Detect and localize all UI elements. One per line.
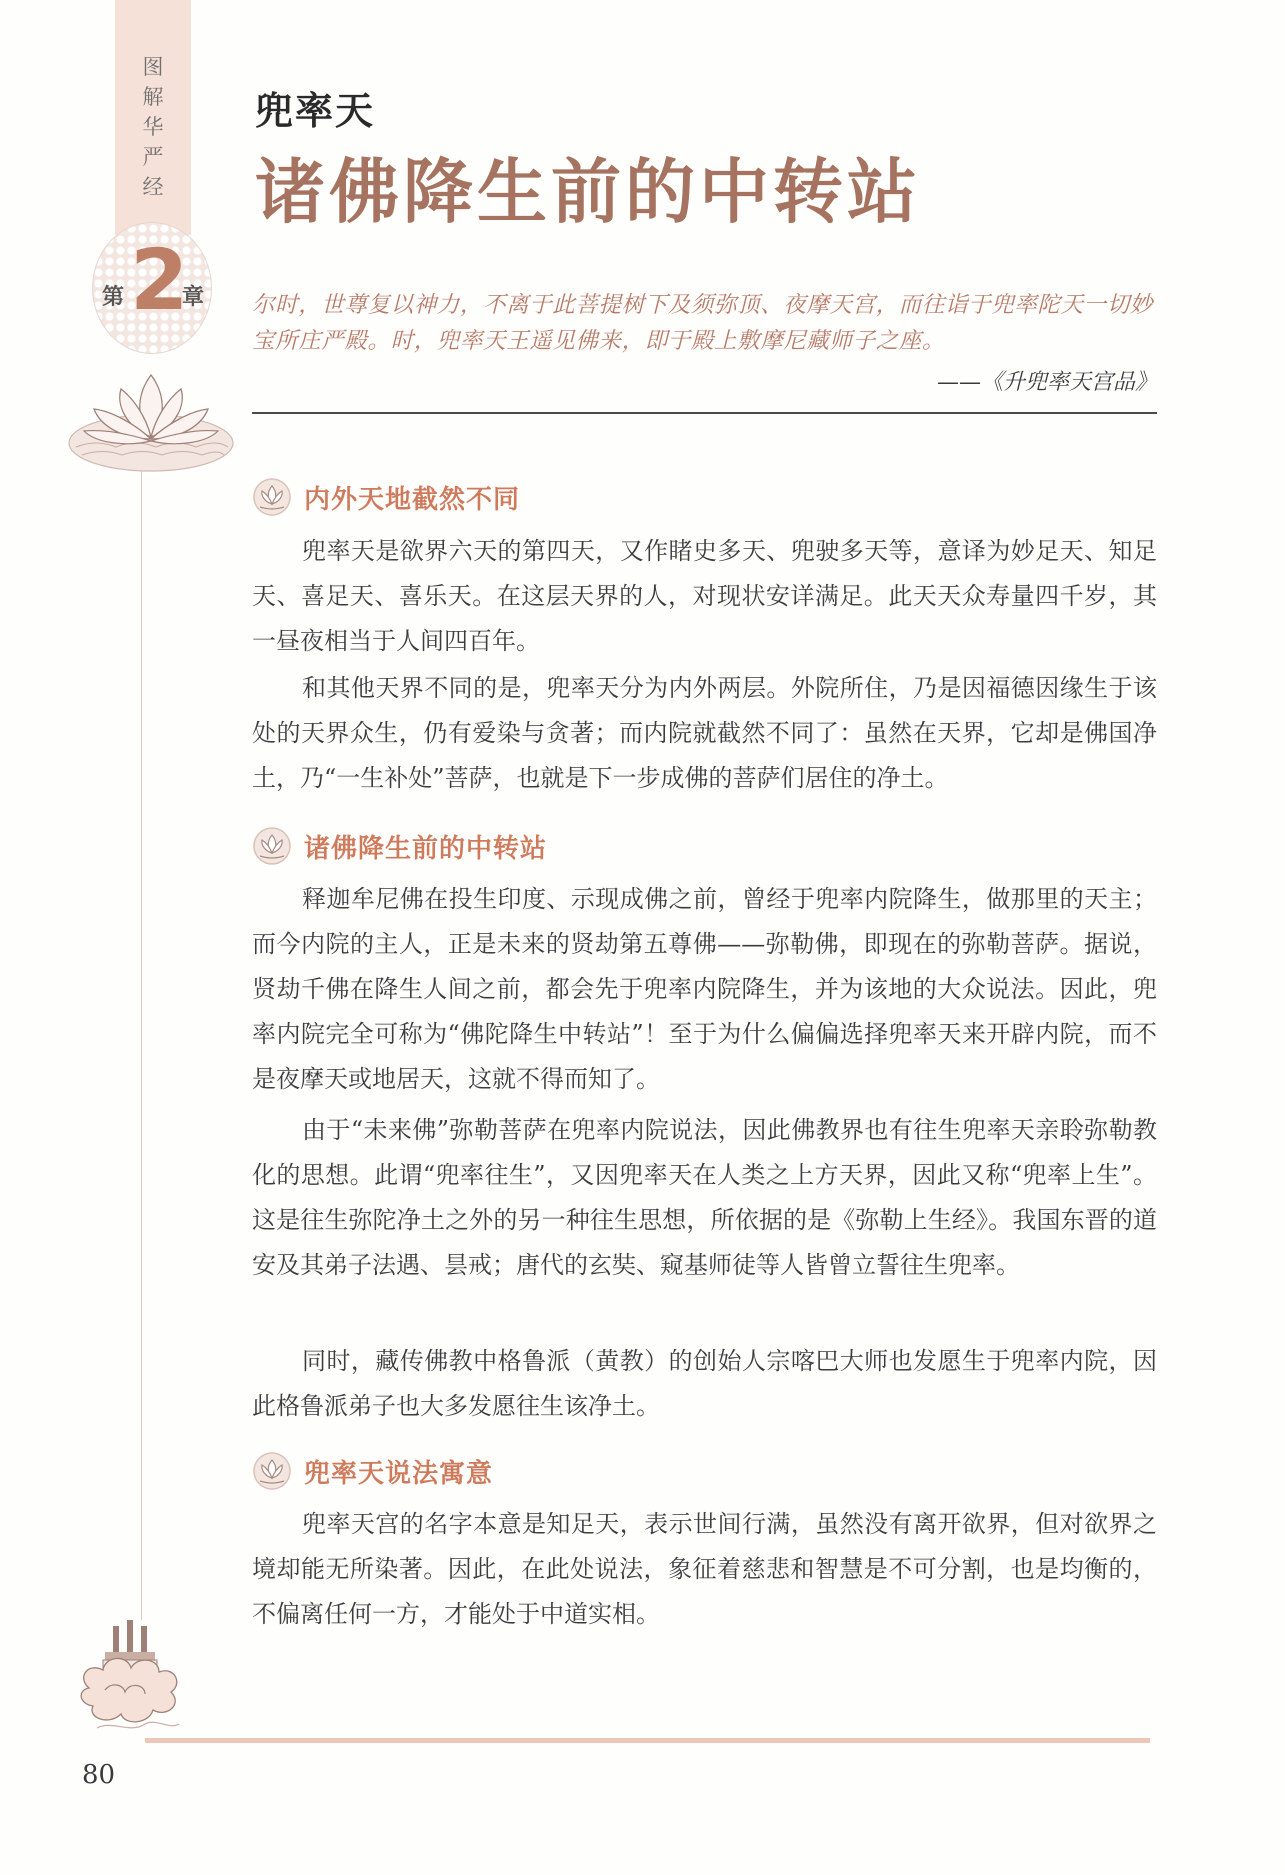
paragraph: 和其他天界不同的是，兜率天分为内外两层。外院所住，乃是因福德因缘生于该处的天界众生，仍有爱染与贪著；而内院就截然不同了：虽然在天界，它却是佛国净土，乃“一生补处”菩萨，也就是下一步成佛的菩萨们居住的净土。 bbox=[252, 674, 1157, 792]
section-heading-icon bbox=[252, 1451, 292, 1491]
section-heading bbox=[252, 826, 547, 866]
chapter-number: 2 bbox=[130, 231, 189, 329]
section-title: 兜率天说法寓意 bbox=[304, 1458, 494, 1489]
page-number: 80 bbox=[82, 1760, 116, 1790]
section-heading-icon bbox=[252, 826, 292, 866]
paragraph: 由于“未来佛”弥勒菩萨在兜率内院说法，因此佛教界也有往生兜率天亲聆弥勒教化的思想。此谓“兜率往生”，又因兜率天在人类之上方天界，因此又称“兜率上生”。这是往生弥陀净土之外的另一种往生思想，所依据的是《弥勒上生经》。我国东晋的道安及其弟子法遇、昙戒；唐代的玄奘、窥基师徒等人皆曾立誓往生兜率。 bbox=[252, 1116, 1157, 1279]
paragraph: 兜率天是欲界六天的第四天，又作睹史多天、兜驶多天等，意译为妙足天、知足天、喜足天、喜乐天。在这层天界的人，对现状安详满足。此天天众寿量四千岁，其一昼夜相当于人间四百年。 bbox=[252, 537, 1157, 655]
section-heading bbox=[252, 477, 520, 517]
paragraph: 兜率天宫的名字本意是知足天，表示世间行满，虽然没有离开欲界，但对欲界之境却能无所染著。因此，在此处说法，象征着慈悲和智慧是不可分割，也是均衡的，不偏离任何一方，才能处于中道实相。 bbox=[252, 1510, 1157, 1628]
lotus-icon bbox=[66, 355, 236, 475]
footer-divider bbox=[145, 1738, 1150, 1743]
chapter-prefix: 第 bbox=[102, 285, 125, 310]
margin-line bbox=[141, 470, 142, 1620]
cloud-ornament-icon bbox=[75, 1618, 185, 1738]
page-title: 诸佛降生前的中转站 bbox=[255, 150, 921, 233]
chapter-badge bbox=[92, 222, 210, 352]
section-title: 内外天地截然不同 bbox=[304, 484, 521, 515]
paragraph: 同时，藏传佛教中格鲁派（黄教）的创始人宗喀巴大师也发愿生于兜率内院，因此格鲁派弟子也大多发愿往生该净土。 bbox=[252, 1347, 1157, 1420]
series-title: 图解华严经 bbox=[142, 55, 164, 199]
epigraph: 尔时，世尊复以神力，不离于此菩提树下及须弥顶、夜摩天宫，而往诣于兜率陀天一切妙宝所庄严殿。时，兜率天王遥见佛来，即于殿上敷摩尼藏师子之座。 bbox=[252, 292, 1153, 354]
section-heading-icon bbox=[252, 477, 292, 517]
chapter-suffix: 章 bbox=[181, 285, 204, 310]
section-heading bbox=[252, 1451, 493, 1491]
page-subtitle: 兜率天 bbox=[255, 88, 376, 133]
header-divider bbox=[252, 412, 1157, 414]
paragraph: 释迦牟尼佛在投生印度、示现成佛之前，曾经于兜率内院降生，做那里的天主；而今内院的主人，正是未来的贤劫第五尊佛——弥勒佛，即现在的弥勒菩萨。据说，贤劫千佛在降生人间之前，都会先于兜率内院降生，并为该地的大众说法。因此，兜率内院完全可称为“佛陀降生中转站”！至于为什么偏偏选择兜率天来开辟内院，而不是夜摩天或地居天，这就不得而知了。 bbox=[252, 885, 1157, 1093]
section-title: 诸佛降生前的中转站 bbox=[304, 833, 548, 864]
epigraph-source: ——《升兜率天宫品》 bbox=[936, 370, 1157, 395]
